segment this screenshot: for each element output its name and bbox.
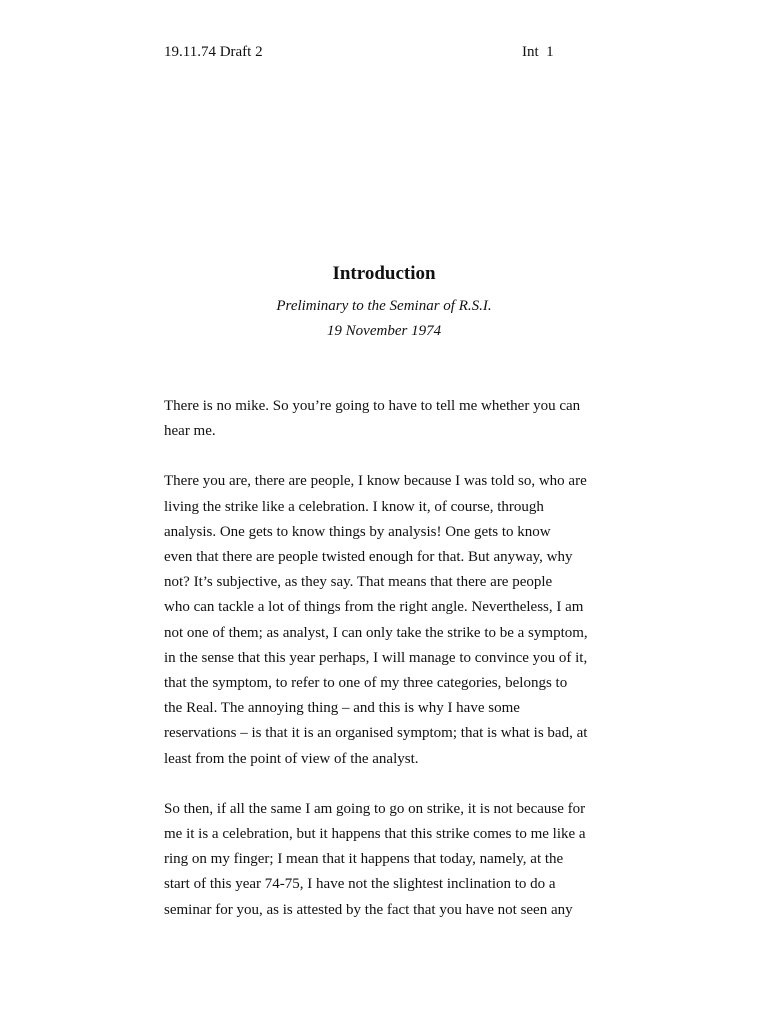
text-line: that the symptom, to refer to one of my three categories, belongs to xyxy=(164,675,568,692)
subtitle-seminar: Preliminary to the Seminar of R.S.I. xyxy=(276,298,492,314)
text-line: living the strike like a celebration. I know it, of course, through xyxy=(164,498,544,515)
text-line: me it is a celebration, but it happens that this strike comes to me like a xyxy=(164,826,586,843)
text-line: not one of them; as analyst, I can only take the strike to be a symptom, xyxy=(164,624,588,641)
page-title: Introduction xyxy=(332,263,436,284)
body-text xyxy=(164,394,614,948)
header-page-number: Int 1 xyxy=(522,44,554,60)
text-line: start of this year 74-75, I have not the slightest inclination to do a xyxy=(164,876,556,893)
subtitle-date: 19 November 1974 xyxy=(326,323,442,339)
text-line: So then, if all the same I am going to go on strike, it is not because for xyxy=(164,800,586,817)
paragraph-3 xyxy=(164,797,614,923)
text-line: There you are, there are people, I know because I was told so, who are xyxy=(164,473,587,490)
text-line: reservations – is that it is an organised symptom; that is what is bad, at xyxy=(164,725,588,742)
text-line: in the sense that this year perhaps, I will manage to convince you of it, xyxy=(164,649,588,666)
text-line: least from the point of view of the analyst. xyxy=(164,750,419,767)
paragraph-2 xyxy=(164,469,614,771)
text-line: not? It’s subjective, as they say. That means that there are people xyxy=(164,574,553,591)
text-line: who can tackle a lot of things from the right angle. Nevertheless, I am xyxy=(164,599,584,616)
text-line: even that there are people twisted enough for that. But anyway, why xyxy=(164,549,573,566)
text-line: the Real. The annoying thing – and this is why I have some xyxy=(164,700,520,717)
text-line: hear me. xyxy=(164,423,216,440)
paragraph-1 xyxy=(164,394,614,444)
text-line: seminar for you, as is attested by the fact that you have not seen any xyxy=(164,901,573,918)
header-date-draft: 19.11.74 Draft 2 xyxy=(164,44,263,60)
text-line: ring on my finger; I mean that it happens that today, namely, at the xyxy=(164,851,564,868)
text-line: There is no mike. So you’re going to have to tell me whether you can xyxy=(164,398,581,414)
text-line: analysis. One gets to know things by analysis! One gets to know xyxy=(164,523,551,540)
